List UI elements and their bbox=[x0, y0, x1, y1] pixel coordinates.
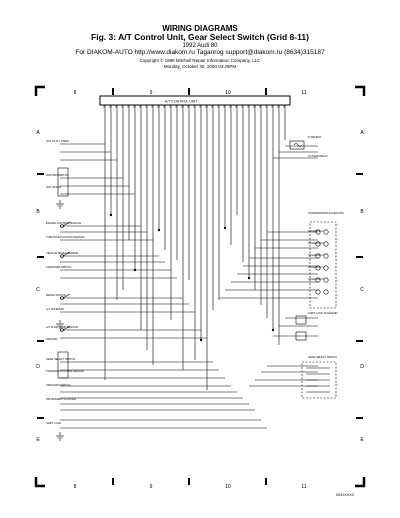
splice-dot bbox=[200, 339, 202, 341]
left-component-label: KICKDOWN SWITCH bbox=[46, 266, 72, 269]
grid-column-label: 9 bbox=[149, 90, 153, 96]
right-component-label: TRANSMISSION SOLENOIDS bbox=[308, 212, 344, 215]
solenoid-coil bbox=[324, 266, 328, 270]
grid-column-label: 9 bbox=[149, 484, 153, 490]
right-component-label: GEAR SELECT SWITCH bbox=[308, 356, 338, 359]
left-component-label: VEHICLE SPEED SENSOR bbox=[46, 252, 79, 255]
left-component-label: A/T SOLENOID bbox=[46, 308, 65, 311]
right-component-label: SOLENOID 4 bbox=[308, 266, 324, 269]
date-line: Monday, October 30, 2000 03:25PM bbox=[163, 64, 237, 69]
crop-mark-top-right bbox=[355, 87, 364, 96]
grid-column-label: 10 bbox=[225, 484, 231, 490]
crop-mark-top-left bbox=[36, 87, 45, 96]
left-component-label: IGNITION SWITCH bbox=[46, 174, 69, 177]
grid-row-label: A bbox=[36, 130, 40, 136]
crop-mark-bottom-right bbox=[355, 477, 364, 486]
grid-row-label: C bbox=[360, 287, 364, 293]
splice-dot bbox=[224, 227, 226, 229]
solenoid-coil bbox=[324, 254, 328, 258]
wires bbox=[60, 105, 318, 428]
grid-row-label: E bbox=[360, 437, 364, 443]
reference-code: G04XXXXX bbox=[335, 493, 354, 497]
left-component-label: SHIFT LOCK bbox=[46, 422, 62, 425]
grid-row-label: D bbox=[36, 364, 40, 370]
right-component-label: SHIFT LOCK SOLENOID bbox=[308, 312, 338, 315]
left-component-label: HOT IN RUN bbox=[46, 186, 62, 189]
shift-lock-solenoid bbox=[296, 316, 306, 324]
splice-dot bbox=[158, 229, 160, 231]
crop-marks bbox=[36, 87, 364, 486]
right-component-label: SOLENOID 5 bbox=[308, 278, 324, 281]
solenoid-coil bbox=[324, 242, 328, 246]
source-line: For DIAKOM-AUTO http://www.diakom.ru Taganrog support@diakom.ru (8634)315187 bbox=[75, 49, 325, 56]
vehicle-model: 1992 Audi 80 bbox=[182, 43, 218, 49]
figure-caption: Fig. 3: A/T Control Unit, Gear Select Switch (Grid 8-11) bbox=[91, 32, 309, 42]
grid-column-label: 8 bbox=[73, 484, 77, 490]
grid-ticks bbox=[37, 88, 363, 485]
left-component-label: A/T FLUID TEMP SENSOR bbox=[46, 326, 78, 329]
solenoid-coil bbox=[316, 290, 320, 294]
crop-mark-bottom-left bbox=[36, 477, 45, 486]
right-component-label: SOLENOID 3 bbox=[308, 254, 324, 257]
right-component-label: FUSE BOX bbox=[308, 136, 322, 139]
left-component-label: PROGRAM SWITCH bbox=[46, 384, 71, 387]
left-component-label: TRANSMISSION RPM SENSOR bbox=[46, 370, 84, 373]
grid-row-label: A bbox=[360, 130, 364, 136]
solenoid-coil bbox=[324, 278, 328, 282]
splice-dot bbox=[248, 277, 250, 279]
grid-column-label: 8 bbox=[73, 90, 77, 96]
diagram-title: WIRING DIAGRAMS bbox=[162, 24, 238, 33]
solenoid-coil bbox=[324, 290, 328, 294]
right-component-label: SOLENOID 1 bbox=[308, 230, 324, 233]
right-component-label: TO MAIN RELAY bbox=[308, 155, 328, 158]
splice-dot bbox=[134, 269, 136, 271]
connector-label: A/T CONTROL UNIT bbox=[165, 99, 198, 104]
left-component-label: BRAKE SWITCH bbox=[46, 294, 66, 297]
grid-row-label: C bbox=[36, 287, 40, 293]
splice-dot bbox=[110, 214, 112, 216]
grid-row-label: B bbox=[36, 209, 40, 215]
left-component-label: GEAR SELECT SWITCH bbox=[46, 358, 76, 361]
grid-row-label: E bbox=[36, 437, 40, 443]
connector-block bbox=[58, 168, 68, 196]
grid-column-label: 10 bbox=[225, 90, 231, 96]
grid-row-label: D bbox=[360, 364, 364, 370]
left-component-label: GROUND bbox=[46, 338, 58, 341]
grid-column-label: 11 bbox=[301, 484, 307, 490]
grid-column-label: 11 bbox=[301, 90, 307, 96]
left-component-label: ENGINE CONTROL MODULE bbox=[46, 222, 82, 225]
splice-dot bbox=[272, 329, 274, 331]
connector-block bbox=[58, 352, 68, 378]
left-component-label: INSTRUMENT CLUSTER bbox=[46, 398, 76, 401]
copyright-line: Copyright © 1998 Mitchell Repair Information Company, LLC bbox=[139, 58, 261, 63]
right-component-label: SOLENOID 2 bbox=[308, 242, 324, 245]
solenoid-coil bbox=[324, 230, 328, 234]
left-component-label: HOT AT ALL TIMES bbox=[46, 140, 69, 143]
grid-row-label: B bbox=[360, 209, 364, 215]
left-component-label: THROTTLE POSITION SENSOR bbox=[46, 236, 85, 239]
solenoid-block bbox=[310, 222, 336, 308]
